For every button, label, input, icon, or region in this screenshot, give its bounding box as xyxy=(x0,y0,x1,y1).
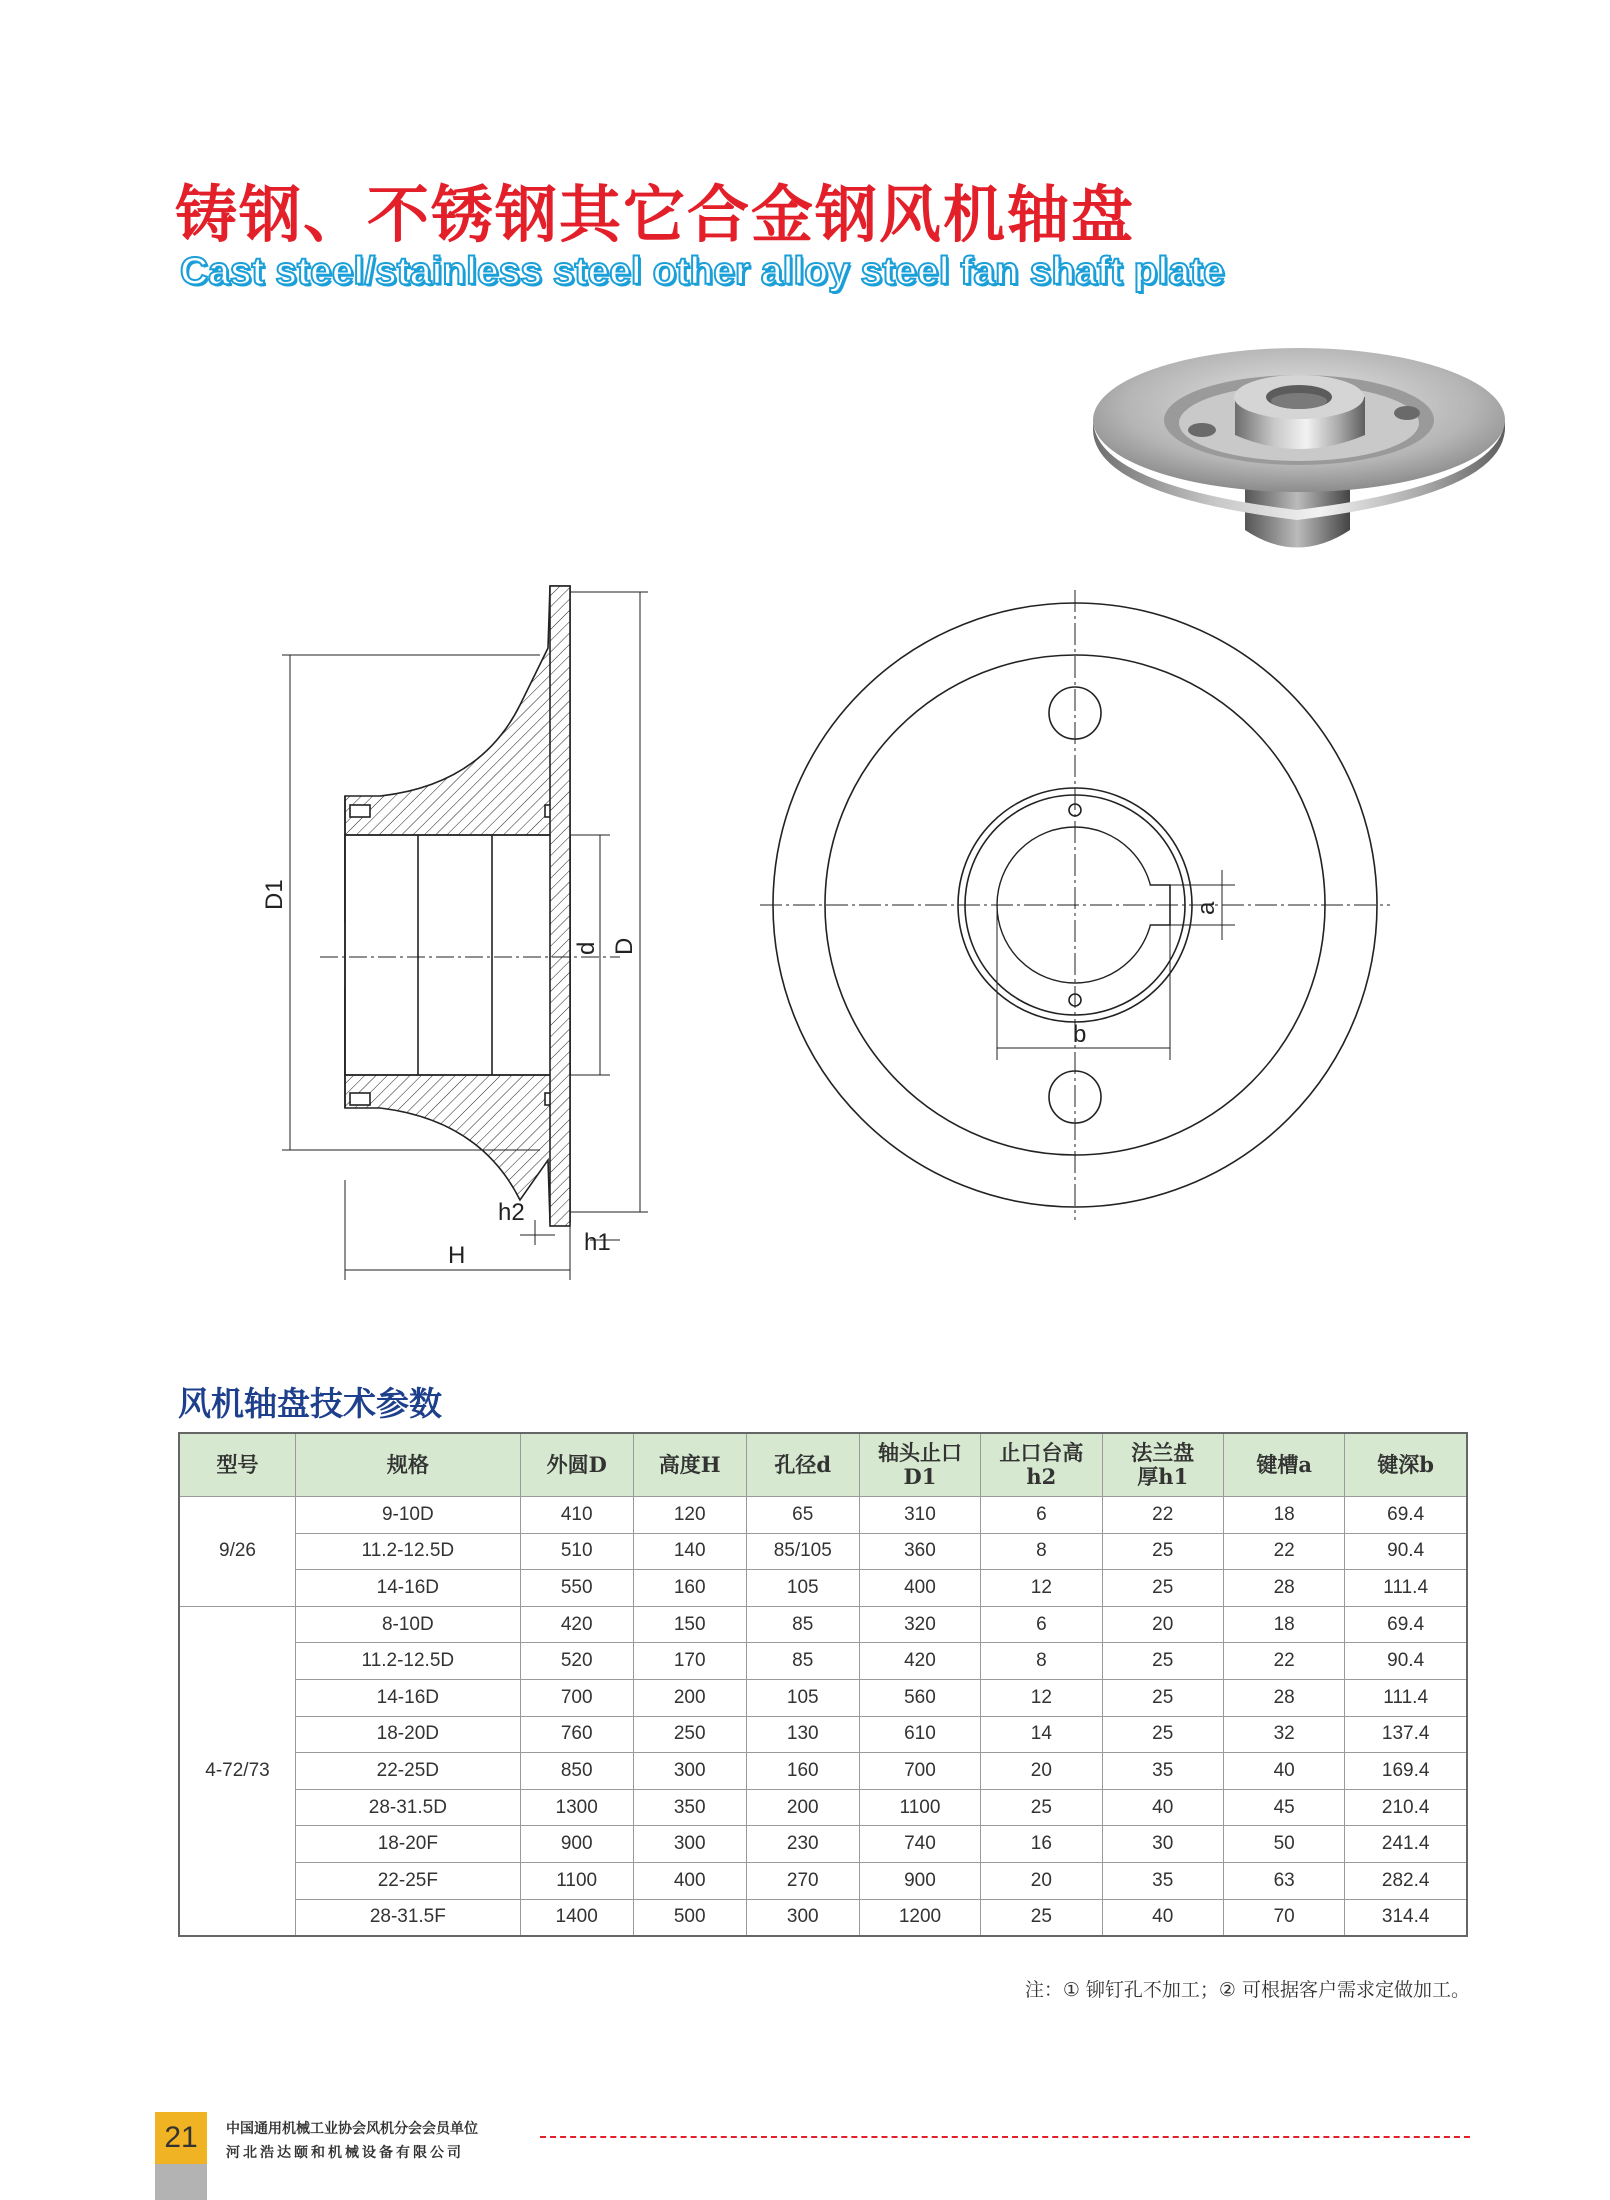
label-D: D xyxy=(611,937,638,955)
table-cell: 1200 xyxy=(859,1899,980,1936)
table-cell: 18-20F xyxy=(296,1826,521,1863)
table-cell: 420 xyxy=(859,1643,980,1680)
table-cell: 12 xyxy=(981,1679,1102,1716)
table-cell: 200 xyxy=(633,1679,746,1716)
table-cell: 320 xyxy=(859,1606,980,1643)
table-cell: 14 xyxy=(981,1716,1102,1753)
page-title: 铸钢、不锈钢其它合金钢风机轴盘 xyxy=(175,178,1136,251)
table-cell: 170 xyxy=(633,1643,746,1680)
table-cell: 22 xyxy=(1223,1643,1344,1680)
table-cell: 700 xyxy=(859,1753,980,1790)
table-cell: 35 xyxy=(1102,1862,1223,1899)
table-cell: 16 xyxy=(981,1826,1102,1863)
table-cell: 550 xyxy=(520,1570,633,1607)
column-header: 高度H xyxy=(633,1433,746,1497)
table-cell: 130 xyxy=(746,1716,859,1753)
table-cell: 410 xyxy=(520,1497,633,1534)
label-h1: h1 xyxy=(584,1229,611,1256)
table-cell: 12 xyxy=(981,1570,1102,1607)
table-cell: 32 xyxy=(1223,1716,1344,1753)
table-cell: 85 xyxy=(746,1643,859,1680)
table-cell: 18-20D xyxy=(296,1716,521,1753)
table-cell: 70 xyxy=(1223,1899,1344,1936)
table-cell: 18 xyxy=(1223,1606,1344,1643)
page-subtitle: Cast steel/stainless steel other alloy steel fan shaft plate xyxy=(180,250,1225,293)
column-header: 止口台高 h2 xyxy=(981,1433,1102,1497)
table-row xyxy=(179,1862,1467,1899)
page-footer xyxy=(0,2112,1610,2200)
table-cell: 22 xyxy=(1223,1533,1344,1570)
table-cell: 300 xyxy=(633,1826,746,1863)
table-cell: 25 xyxy=(1102,1716,1223,1753)
table-cell: 250 xyxy=(633,1716,746,1753)
table-cell: 18 xyxy=(1223,1497,1344,1534)
side-section-view xyxy=(282,586,648,1280)
table-cell: 40 xyxy=(1102,1789,1223,1826)
table-cell: 22-25D xyxy=(296,1753,521,1790)
table-cell: 150 xyxy=(633,1606,746,1643)
table-cell: 850 xyxy=(520,1753,633,1790)
table-cell: 28 xyxy=(1223,1570,1344,1607)
table-cell: 90.4 xyxy=(1345,1643,1467,1680)
column-header: 轴头止口 D1 xyxy=(859,1433,980,1497)
table-cell: 85 xyxy=(746,1606,859,1643)
table-cell: 160 xyxy=(746,1753,859,1790)
table-cell: 6 xyxy=(981,1497,1102,1534)
table-cell: 310 xyxy=(859,1497,980,1534)
table-cell: 140 xyxy=(633,1533,746,1570)
column-header: 孔径d xyxy=(746,1433,859,1497)
label-d: d xyxy=(573,941,600,955)
table-cell: 420 xyxy=(520,1606,633,1643)
table-cell: 400 xyxy=(859,1570,980,1607)
column-header: 外圆D xyxy=(520,1433,633,1497)
table-row xyxy=(179,1497,1467,1534)
table-row xyxy=(179,1606,1467,1643)
table-cell: 120 xyxy=(633,1497,746,1534)
table-cell: 137.4 xyxy=(1345,1716,1467,1753)
table-cell: 63 xyxy=(1223,1862,1344,1899)
table-cell: 35 xyxy=(1102,1753,1223,1790)
table-cell: 8 xyxy=(981,1533,1102,1570)
table-row xyxy=(179,1679,1467,1716)
table-cell: 560 xyxy=(859,1679,980,1716)
table-cell: 14-16D xyxy=(296,1570,521,1607)
table-cell: 1100 xyxy=(520,1862,633,1899)
technical-drawings xyxy=(0,580,1610,1340)
table-cell: 210.4 xyxy=(1345,1789,1467,1826)
table-cell: 105 xyxy=(746,1679,859,1716)
table-cell: 270 xyxy=(746,1862,859,1899)
table-cell: 169.4 xyxy=(1345,1753,1467,1790)
table-cell: 11.2-12.5D xyxy=(296,1643,521,1680)
table-cell: 69.4 xyxy=(1345,1606,1467,1643)
table-cell: 25 xyxy=(981,1899,1102,1936)
model-cell: 9/26 xyxy=(179,1497,296,1607)
table-row xyxy=(179,1789,1467,1826)
table-cell: 28-31.5D xyxy=(296,1789,521,1826)
table-cell: 20 xyxy=(981,1753,1102,1790)
table-cell: 241.4 xyxy=(1345,1826,1467,1863)
table-cell: 22-25F xyxy=(296,1862,521,1899)
footnote: 注：① 铆钉孔不加工；② 可根据客户需求定做加工。 xyxy=(1024,1979,1470,2001)
table-cell: 200 xyxy=(746,1789,859,1826)
table-row xyxy=(179,1570,1467,1607)
table-cell: 50 xyxy=(1223,1826,1344,1863)
page-number: 21 xyxy=(155,2112,207,2164)
table-row xyxy=(179,1716,1467,1753)
table-cell: 282.4 xyxy=(1345,1862,1467,1899)
column-header: 型号 xyxy=(179,1433,296,1497)
column-header: 键槽a xyxy=(1223,1433,1344,1497)
table-cell: 40 xyxy=(1102,1899,1223,1936)
table-cell: 510 xyxy=(520,1533,633,1570)
table-cell: 6 xyxy=(981,1606,1102,1643)
table-row xyxy=(179,1826,1467,1863)
table-cell: 28 xyxy=(1223,1679,1344,1716)
table-cell: 1300 xyxy=(520,1789,633,1826)
front-view xyxy=(760,590,1390,1220)
table-cell: 14-16D xyxy=(296,1679,521,1716)
table-cell: 300 xyxy=(633,1753,746,1790)
table-cell: 8-10D xyxy=(296,1606,521,1643)
label-h2: h2 xyxy=(498,1199,525,1226)
table-header-row xyxy=(179,1433,1467,1497)
table-cell: 25 xyxy=(981,1789,1102,1826)
table-cell: 25 xyxy=(1102,1570,1223,1607)
table-cell: 1400 xyxy=(520,1899,633,1936)
table-cell: 69.4 xyxy=(1345,1497,1467,1534)
footer-association: 中国通用机械工业协会风机分会会员单位 xyxy=(226,2121,478,2137)
footer-company: 河北浩达颐和机械设备有限公司 xyxy=(226,2145,464,2161)
table-row xyxy=(179,1753,1467,1790)
table-cell: 85/105 xyxy=(746,1533,859,1570)
table-cell: 25 xyxy=(1102,1679,1223,1716)
table-cell: 314.4 xyxy=(1345,1899,1467,1936)
column-header: 键深b xyxy=(1345,1433,1467,1497)
product-photo xyxy=(1085,335,1525,575)
table-cell: 400 xyxy=(633,1862,746,1899)
section-title: 风机轴盘技术参数 xyxy=(178,1384,442,1423)
spec-table xyxy=(178,1432,1468,1937)
table-cell: 1100 xyxy=(859,1789,980,1826)
table-cell: 900 xyxy=(859,1862,980,1899)
table-cell: 360 xyxy=(859,1533,980,1570)
footer-divider xyxy=(540,2136,1470,2138)
table-cell: 160 xyxy=(633,1570,746,1607)
table-cell: 105 xyxy=(746,1570,859,1607)
table-cell: 500 xyxy=(633,1899,746,1936)
model-cell: 4-72/73 xyxy=(179,1606,296,1936)
table-cell: 8 xyxy=(981,1643,1102,1680)
table-cell: 45 xyxy=(1223,1789,1344,1826)
table-cell: 230 xyxy=(746,1826,859,1863)
column-header: 法兰盘 厚h1 xyxy=(1102,1433,1223,1497)
table-cell: 111.4 xyxy=(1345,1570,1467,1607)
table-cell: 9-10D xyxy=(296,1497,521,1534)
table-cell: 22 xyxy=(1102,1497,1223,1534)
table-row xyxy=(179,1899,1467,1936)
table-cell: 90.4 xyxy=(1345,1533,1467,1570)
table-cell: 740 xyxy=(859,1826,980,1863)
label-H: H xyxy=(448,1242,466,1269)
table-cell: 760 xyxy=(520,1716,633,1753)
table-cell: 20 xyxy=(1102,1606,1223,1643)
table-cell: 520 xyxy=(520,1643,633,1680)
table-cell: 25 xyxy=(1102,1643,1223,1680)
label-a: a xyxy=(1193,901,1220,915)
table-cell: 300 xyxy=(746,1899,859,1936)
page-number-bar xyxy=(155,2164,207,2200)
table-cell: 11.2-12.5D xyxy=(296,1533,521,1570)
table-row xyxy=(179,1533,1467,1570)
table-cell: 900 xyxy=(520,1826,633,1863)
table-cell: 350 xyxy=(633,1789,746,1826)
table-row xyxy=(179,1643,1467,1680)
table-cell: 111.4 xyxy=(1345,1679,1467,1716)
table-cell: 20 xyxy=(981,1862,1102,1899)
table-cell: 25 xyxy=(1102,1533,1223,1570)
table-cell: 610 xyxy=(859,1716,980,1753)
table-cell: 65 xyxy=(746,1497,859,1534)
table-cell: 700 xyxy=(520,1679,633,1716)
table-cell: 30 xyxy=(1102,1826,1223,1863)
column-header: 规格 xyxy=(296,1433,521,1497)
label-b: b xyxy=(1073,1021,1087,1048)
label-d1: D1 xyxy=(261,879,288,910)
table-cell: 40 xyxy=(1223,1753,1344,1790)
table-cell: 28-31.5F xyxy=(296,1899,521,1936)
